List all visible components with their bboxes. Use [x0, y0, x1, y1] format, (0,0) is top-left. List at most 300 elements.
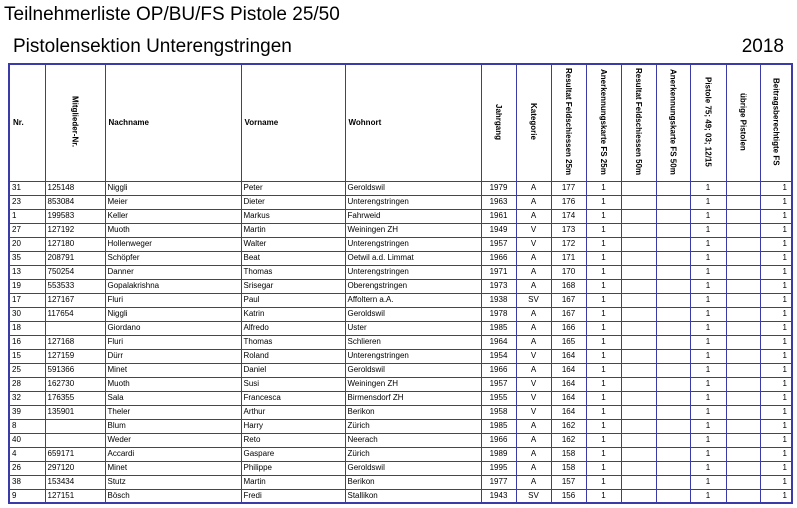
table-cell: 40: [9, 433, 45, 447]
table-cell: Daniel: [241, 363, 345, 377]
table-cell: [621, 307, 656, 321]
table-cell: A: [516, 195, 551, 209]
table-row: [9, 307, 792, 321]
table-cell: 1: [586, 475, 621, 489]
table-cell: A: [516, 419, 551, 433]
table-cell: V: [516, 405, 551, 419]
table-cell: 1: [586, 335, 621, 349]
table-cell: 164: [551, 349, 586, 363]
table-cell: [656, 461, 690, 475]
table-cell: Paul: [241, 293, 345, 307]
table-cell: Martin: [241, 475, 345, 489]
table-cell: 1: [760, 447, 792, 461]
table-row: [9, 461, 792, 475]
table-row: [9, 335, 792, 349]
table-cell: Peter: [241, 181, 345, 195]
table-cell: Geroldswil: [345, 363, 481, 377]
table-cell: Oetwil a.d. Limmat: [345, 251, 481, 265]
table-cell: A: [516, 307, 551, 321]
table-cell: 1: [586, 181, 621, 195]
table-cell: A: [516, 461, 551, 475]
table-cell: Markus: [241, 209, 345, 223]
table-cell: 164: [551, 363, 586, 377]
table-cell: 1: [690, 279, 726, 293]
table-cell: Fluri: [105, 335, 241, 349]
table-row: [9, 181, 792, 195]
column-header-label: Anerkennungskarte FS 25m: [599, 68, 608, 175]
table-cell: Dieter: [241, 195, 345, 209]
table-cell: 553533: [45, 279, 105, 293]
column-header-label: Wohnort: [348, 118, 382, 128]
table-cell: 167: [551, 307, 586, 321]
table-cell: [621, 461, 656, 475]
table-cell: 1995: [481, 461, 516, 475]
table-cell: [621, 279, 656, 293]
table-cell: Alfredo: [241, 321, 345, 335]
table-cell: Birmensdorf ZH: [345, 391, 481, 405]
table-cell: A: [516, 335, 551, 349]
table-cell: 1: [586, 265, 621, 279]
table-cell: [621, 349, 656, 363]
column-header-label: Beitragsberechtigte FS: [771, 77, 781, 166]
table-cell: Thomas: [241, 265, 345, 279]
table-cell: [621, 237, 656, 251]
table-cell: Martin: [241, 223, 345, 237]
table-cell: 1: [760, 265, 792, 279]
table-cell: 1: [586, 447, 621, 461]
table-cell: 1: [586, 363, 621, 377]
table-cell: [656, 489, 690, 503]
column-header: [621, 64, 656, 181]
table-cell: Danner: [105, 265, 241, 279]
table-cell: Berikon: [345, 405, 481, 419]
table-cell: 127151: [45, 489, 105, 503]
table-cell: 1: [760, 293, 792, 307]
table-cell: Zürich: [345, 447, 481, 461]
table-cell: Francesca: [241, 391, 345, 405]
table-cell: A: [516, 251, 551, 265]
table-cell: 1: [586, 307, 621, 321]
table-cell: [726, 419, 760, 433]
table-cell: [656, 447, 690, 461]
table-row: [9, 237, 792, 251]
table-row: [9, 321, 792, 335]
table-cell: Muoth: [105, 223, 241, 237]
table-cell: 1966: [481, 363, 516, 377]
table-cell: Susi: [241, 377, 345, 391]
table-row: [9, 419, 792, 433]
table-cell: 16: [9, 335, 45, 349]
table-row: [9, 475, 792, 489]
table-cell: [656, 433, 690, 447]
table-cell: 1: [690, 237, 726, 251]
table-cell: Katrin: [241, 307, 345, 321]
table-row: [9, 391, 792, 405]
table-cell: 1: [690, 293, 726, 307]
table-cell: 1: [586, 405, 621, 419]
table-cell: 172: [551, 237, 586, 251]
table-cell: [621, 265, 656, 279]
table-cell: 1: [690, 475, 726, 489]
table-cell: Beat: [241, 251, 345, 265]
table-cell: [621, 489, 656, 503]
table-cell: 1943: [481, 489, 516, 503]
table-cell: 297120: [45, 461, 105, 475]
table-cell: 1: [690, 405, 726, 419]
table-cell: [656, 307, 690, 321]
table-row: [9, 279, 792, 293]
table-cell: [726, 447, 760, 461]
table-cell: 20: [9, 237, 45, 251]
column-header: [551, 64, 586, 181]
table-cell: 208791: [45, 251, 105, 265]
table-row: [9, 433, 792, 447]
table-cell: 39: [9, 405, 45, 419]
table-cell: [656, 265, 690, 279]
table-cell: 1: [760, 377, 792, 391]
table-cell: 35: [9, 251, 45, 265]
year-label: 2018: [741, 36, 784, 57]
table-cell: 168: [551, 279, 586, 293]
table-cell: 1: [690, 321, 726, 335]
table-cell: 1: [586, 461, 621, 475]
table-cell: Stutz: [105, 475, 241, 489]
table-cell: 127180: [45, 237, 105, 251]
table-cell: 176: [551, 195, 586, 209]
table-cell: Fahrweid: [345, 209, 481, 223]
table-cell: Bösch: [105, 489, 241, 503]
table-cell: A: [516, 181, 551, 195]
table-cell: 1: [690, 209, 726, 223]
table-cell: 177: [551, 181, 586, 195]
table-cell: Arthur: [241, 405, 345, 419]
table-cell: [726, 363, 760, 377]
table-cell: 1985: [481, 419, 516, 433]
table-cell: 1: [760, 237, 792, 251]
table-cell: Harry: [241, 419, 345, 433]
table-cell: 199583: [45, 209, 105, 223]
column-header: [45, 64, 105, 181]
table-cell: 158: [551, 447, 586, 461]
table-cell: 1: [690, 419, 726, 433]
table-cell: 1: [760, 419, 792, 433]
table-cell: Zürich: [345, 419, 481, 433]
table-cell: [621, 209, 656, 223]
table-cell: 17: [9, 293, 45, 307]
table-cell: [656, 475, 690, 489]
table-cell: V: [516, 391, 551, 405]
table-cell: Muoth: [105, 377, 241, 391]
column-header-label: Resultat Feldschiessen 25m: [564, 68, 573, 176]
table-cell: 1957: [481, 237, 516, 251]
page-title: Teilnehmerliste OP/BU/FS Pistole 25/50: [4, 4, 340, 25]
table-cell: [726, 279, 760, 293]
table-cell: 1: [760, 209, 792, 223]
table-row: [9, 251, 792, 265]
table-cell: 1: [760, 223, 792, 237]
table-cell: 153434: [45, 475, 105, 489]
table-cell: 1971: [481, 265, 516, 279]
table-cell: 135901: [45, 405, 105, 419]
table-cell: 1957: [481, 377, 516, 391]
table-cell: A: [516, 279, 551, 293]
table-cell: 30: [9, 307, 45, 321]
table-cell: 1964: [481, 335, 516, 349]
table-cell: 1: [586, 419, 621, 433]
table-cell: Weiningen ZH: [345, 223, 481, 237]
table-cell: 1: [690, 433, 726, 447]
table-cell: 19: [9, 279, 45, 293]
table-cell: [621, 223, 656, 237]
table-cell: A: [516, 475, 551, 489]
table-cell: Minet: [105, 363, 241, 377]
table-cell: [726, 307, 760, 321]
table-cell: Uster: [345, 321, 481, 335]
table-cell: 1: [760, 195, 792, 209]
table-cell: [726, 349, 760, 363]
column-header: [690, 64, 726, 181]
table-cell: 1989: [481, 447, 516, 461]
table-cell: 4: [9, 447, 45, 461]
table-cell: [656, 181, 690, 195]
table-cell: 25: [9, 363, 45, 377]
table-cell: 1966: [481, 433, 516, 447]
column-header-label: Pistole 75; 49; 03; 12/15: [703, 76, 713, 167]
table-cell: Niggli: [105, 307, 241, 321]
table-cell: 1985: [481, 321, 516, 335]
table-cell: Minet: [105, 461, 241, 475]
table-cell: 1: [690, 181, 726, 195]
table-cell: 164: [551, 391, 586, 405]
table-cell: 1: [760, 489, 792, 503]
table-cell: [621, 335, 656, 349]
table-cell: Fluri: [105, 293, 241, 307]
column-header-label: übrige Pistolen: [738, 92, 748, 151]
table-cell: 1963: [481, 195, 516, 209]
table-cell: Unterengstringen: [345, 237, 481, 251]
table-cell: [656, 391, 690, 405]
table-cell: 1: [690, 461, 726, 475]
table-cell: 1: [760, 307, 792, 321]
table-cell: 164: [551, 377, 586, 391]
table-cell: 1: [760, 251, 792, 265]
column-header: [656, 64, 690, 181]
table-cell: Unterengstringen: [345, 349, 481, 363]
column-header: [9, 64, 45, 181]
table-cell: 1: [586, 321, 621, 335]
table-cell: 15: [9, 349, 45, 363]
table-header-row: [9, 64, 792, 181]
table-row: [9, 447, 792, 461]
table-cell: 1955: [481, 391, 516, 405]
table-cell: Accardi: [105, 447, 241, 461]
table-cell: 157: [551, 475, 586, 489]
table-row: [9, 223, 792, 237]
table-cell: [726, 461, 760, 475]
table-cell: V: [516, 237, 551, 251]
table-cell: Geroldswil: [345, 461, 481, 475]
table-cell: [656, 377, 690, 391]
table-cell: 1: [586, 377, 621, 391]
table-cell: 1: [760, 321, 792, 335]
table-cell: 1: [586, 195, 621, 209]
table-cell: [726, 251, 760, 265]
table-cell: [726, 195, 760, 209]
column-header-label: Mitglieder-Nr.: [70, 96, 80, 148]
table-cell: 1: [586, 349, 621, 363]
table-cell: 1: [760, 335, 792, 349]
table-cell: Dürr: [105, 349, 241, 363]
table-cell: 32: [9, 391, 45, 405]
table-cell: 1: [760, 181, 792, 195]
table-cell: [726, 335, 760, 349]
table-cell: [726, 321, 760, 335]
table-cell: 1: [690, 377, 726, 391]
table-cell: 1978: [481, 307, 516, 321]
table-cell: 1: [690, 223, 726, 237]
table-cell: 1: [586, 489, 621, 503]
column-header: [726, 64, 760, 181]
table-cell: [726, 265, 760, 279]
table-row: [9, 377, 792, 391]
table-cell: [726, 181, 760, 195]
table-cell: [621, 447, 656, 461]
table-row: [9, 489, 792, 503]
table-cell: 1: [690, 265, 726, 279]
table-cell: 1: [760, 433, 792, 447]
table-cell: Hollenweger: [105, 237, 241, 251]
table-cell: [726, 223, 760, 237]
table-cell: [656, 335, 690, 349]
table-cell: [621, 391, 656, 405]
table-cell: Berikon: [345, 475, 481, 489]
column-header: [586, 64, 621, 181]
column-header-label: Resultat Feldschiessen 50m: [634, 68, 643, 176]
table-cell: [656, 405, 690, 419]
table-cell: 1979: [481, 181, 516, 195]
table-cell: [656, 321, 690, 335]
table-cell: [621, 293, 656, 307]
table-cell: [45, 433, 105, 447]
column-header: [241, 64, 345, 181]
table-row: [9, 349, 792, 363]
table-cell: [656, 251, 690, 265]
table-cell: 127168: [45, 335, 105, 349]
table-cell: Walter: [241, 237, 345, 251]
table-cell: Gaspare: [241, 447, 345, 461]
table-cell: 1977: [481, 475, 516, 489]
table-cell: 1: [690, 195, 726, 209]
table-cell: 1: [586, 391, 621, 405]
table-cell: [726, 433, 760, 447]
table-cell: 1966: [481, 251, 516, 265]
column-header-label: Jahrgang: [494, 103, 503, 140]
table-cell: 13: [9, 265, 45, 279]
table-cell: 26: [9, 461, 45, 475]
table-cell: 8: [9, 419, 45, 433]
table-row: [9, 405, 792, 419]
table-cell: V: [516, 223, 551, 237]
table-cell: Gopalakrishna: [105, 279, 241, 293]
table-cell: Geroldswil: [345, 181, 481, 195]
table-cell: Giordano: [105, 321, 241, 335]
table-cell: A: [516, 363, 551, 377]
table-cell: 31: [9, 181, 45, 195]
table-cell: Fredi: [241, 489, 345, 503]
table-cell: 1949: [481, 223, 516, 237]
table-cell: 9: [9, 489, 45, 503]
table-cell: [726, 489, 760, 503]
table-cell: A: [516, 209, 551, 223]
table-cell: 1: [690, 447, 726, 461]
table-cell: Schöpfer: [105, 251, 241, 265]
table-cell: 1: [760, 475, 792, 489]
table-cell: Thomas: [241, 335, 345, 349]
table-cell: 1: [690, 391, 726, 405]
table-cell: [726, 405, 760, 419]
page-subtitle: Pistolensektion Unterengstringen: [13, 36, 292, 57]
table-cell: Unterengstringen: [345, 265, 481, 279]
table-cell: [621, 195, 656, 209]
table-cell: Schlieren: [345, 335, 481, 349]
table-cell: [656, 237, 690, 251]
table-cell: [45, 419, 105, 433]
table-cell: A: [516, 433, 551, 447]
table-cell: [656, 279, 690, 293]
table-cell: 1: [690, 363, 726, 377]
table-cell: [45, 321, 105, 335]
table-cell: 1: [760, 279, 792, 293]
table-cell: 659171: [45, 447, 105, 461]
table-cell: 1: [760, 405, 792, 419]
column-header: [760, 64, 792, 181]
table-cell: [621, 377, 656, 391]
table-cell: 1938: [481, 293, 516, 307]
table-cell: 158: [551, 461, 586, 475]
table-cell: 1: [586, 433, 621, 447]
table-cell: 127192: [45, 223, 105, 237]
table-cell: Blum: [105, 419, 241, 433]
table-cell: [621, 251, 656, 265]
table-cell: [621, 475, 656, 489]
table-cell: [621, 363, 656, 377]
table-row: [9, 265, 792, 279]
table-cell: A: [516, 265, 551, 279]
table-cell: A: [516, 447, 551, 461]
table-cell: 1: [760, 349, 792, 363]
column-header: [105, 64, 241, 181]
table-cell: 174: [551, 209, 586, 223]
table-cell: 1: [760, 391, 792, 405]
table-cell: Meier: [105, 195, 241, 209]
table-cell: 1: [9, 209, 45, 223]
table-cell: 1: [586, 279, 621, 293]
table-cell: 853084: [45, 195, 105, 209]
table-cell: V: [516, 349, 551, 363]
column-header: [481, 64, 516, 181]
table-cell: SV: [516, 489, 551, 503]
table-cell: [621, 419, 656, 433]
table-cell: [726, 293, 760, 307]
table-cell: [656, 349, 690, 363]
table-cell: 162: [551, 433, 586, 447]
table-row: [9, 363, 792, 377]
table-cell: Oberengstringen: [345, 279, 481, 293]
table-cell: [726, 475, 760, 489]
table-cell: 1958: [481, 405, 516, 419]
table-cell: 1973: [481, 279, 516, 293]
table-cell: [656, 419, 690, 433]
